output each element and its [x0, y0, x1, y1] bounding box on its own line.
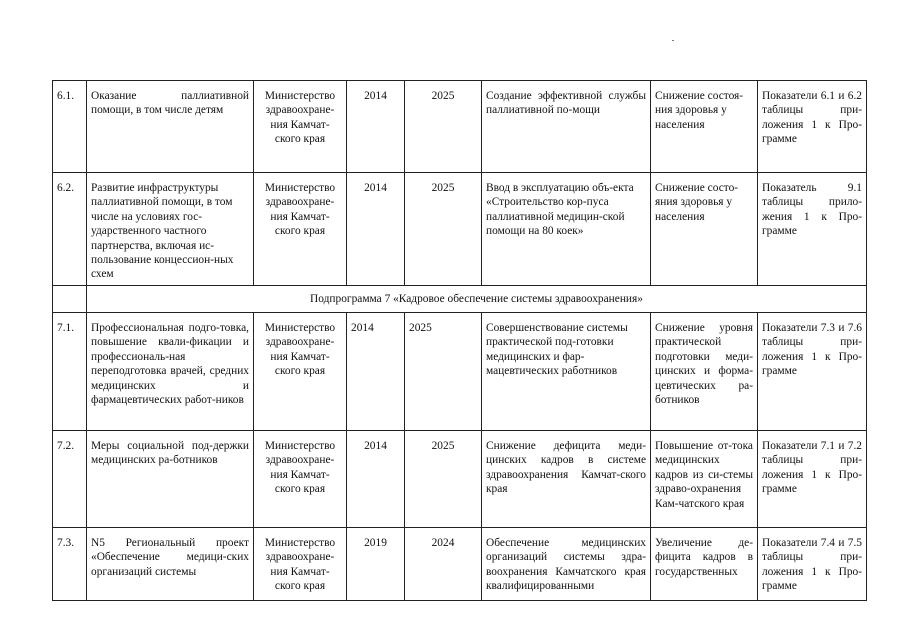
end-year: 2024 [405, 528, 482, 601]
row-number: 7.2. [53, 431, 87, 528]
row-number-empty [53, 286, 87, 313]
end-year: 2025 [405, 173, 482, 286]
expected-result: Ввод в эксплуатацию объ-екта «Строительство кор-пуса паллиативной медицин-ской помощи на 80 коек» [482, 173, 651, 286]
start-year: 2014 [347, 81, 405, 173]
non-implementation-consequence: Снижение уровня практической подготовки меди-цинских и форма-цевтических ра-ботников [651, 313, 758, 431]
executor: Министерство здравоохране-ния Камчат-ского края [254, 528, 347, 601]
table-row [53, 528, 867, 601]
executor: Министерство здравоохране-ния Камчат-ского края [254, 81, 347, 173]
row-number: 6.2. [53, 173, 87, 286]
start-year: 2014 [347, 431, 405, 528]
measure-name: Оказание паллиативной помощи, в том числе детям [87, 81, 254, 173]
measure-name: Профессиональная подго-товка, повышение квали-фикации и профессиональ-ная переподготовка врачей, средних медицинских и фармацевтических работ-ников [87, 313, 254, 431]
indicator-link: Показатели 7.1 и 7.2 таблицы при-ложения 1 к Про-грамме [758, 431, 867, 528]
measure-name: Меры социальной под-держки медицинских ра-ботников [87, 431, 254, 528]
end-year: 2025 [405, 313, 482, 431]
indicator-link: Показатели 7.3 и 7.6 таблицы при-ложения 1 к Про-грамме [758, 313, 867, 431]
measures-table [52, 80, 867, 601]
executor: Министерство здравоохране-ния Камчат-ского края [254, 313, 347, 431]
table-row [53, 173, 867, 286]
measure-name: Развитие инфраструктуры паллиативной помощи, в том числе на условиях гос-ударственного частного партнерства, включая ис-пользование концессион-ных схем [87, 173, 254, 286]
row-number: 7.1. [53, 313, 87, 431]
expected-result: Обеспечение медицинских организаций системы здра-воохранения Камчатского края квалифицированными [482, 528, 651, 601]
start-year: 2019 [347, 528, 405, 601]
start-year: 2014 [347, 173, 405, 286]
non-implementation-consequence: Повышение от-тока медицинских кадров из си-стемы здраво-охранения Кам-чатского края [651, 431, 758, 528]
indicator-link: Показатель 9.1 таблицы прило-жения 1 к Про-грамме [758, 173, 867, 286]
expected-result: Совершенствование системы практической под-готовки медицинских и фар-мацевтических работников [482, 313, 651, 431]
non-implementation-consequence: Увеличение де-фицита кадров в государственных [651, 528, 758, 601]
table-row [53, 81, 867, 173]
end-year: 2025 [405, 81, 482, 173]
row-number: 6.1. [53, 81, 87, 173]
executor: Министерство здравоохране-ния Камчат-ского края [254, 173, 347, 286]
scan-speck [672, 40, 674, 41]
executor: Министерство здравоохране-ния Камчат-ского края [254, 431, 347, 528]
table-row [53, 431, 867, 528]
non-implementation-consequence: Снижение состоя-ния здоровья у населения [651, 81, 758, 173]
start-year: 2014 [347, 313, 405, 431]
subprogram-title: Подпрограмма 7 «Кадровое обеспечение системы здравоохранения» [87, 286, 867, 313]
expected-result: Создание эффективной службы паллиативной по-мощи [482, 81, 651, 173]
indicator-link: Показатели 7.4 и 7.5 таблицы при-ложения 1 к Про-грамме [758, 528, 867, 601]
measure-name: N5 Региональный проект «Обеспечение медици-ских организаций системы [87, 528, 254, 601]
end-year: 2025 [405, 431, 482, 528]
table-row [53, 313, 867, 431]
row-number: 7.3. [53, 528, 87, 601]
expected-result: Снижение дефицита меди-цинских кадров в системе здравоохранения Камчат-ского края [482, 431, 651, 528]
indicator-link: Показатели 6.1 и 6.2 таблицы при-ложения 1 к Про-грамме [758, 81, 867, 173]
subprogram-row [53, 286, 867, 313]
non-implementation-consequence: Снижение состо-яния здоровья у населения [651, 173, 758, 286]
